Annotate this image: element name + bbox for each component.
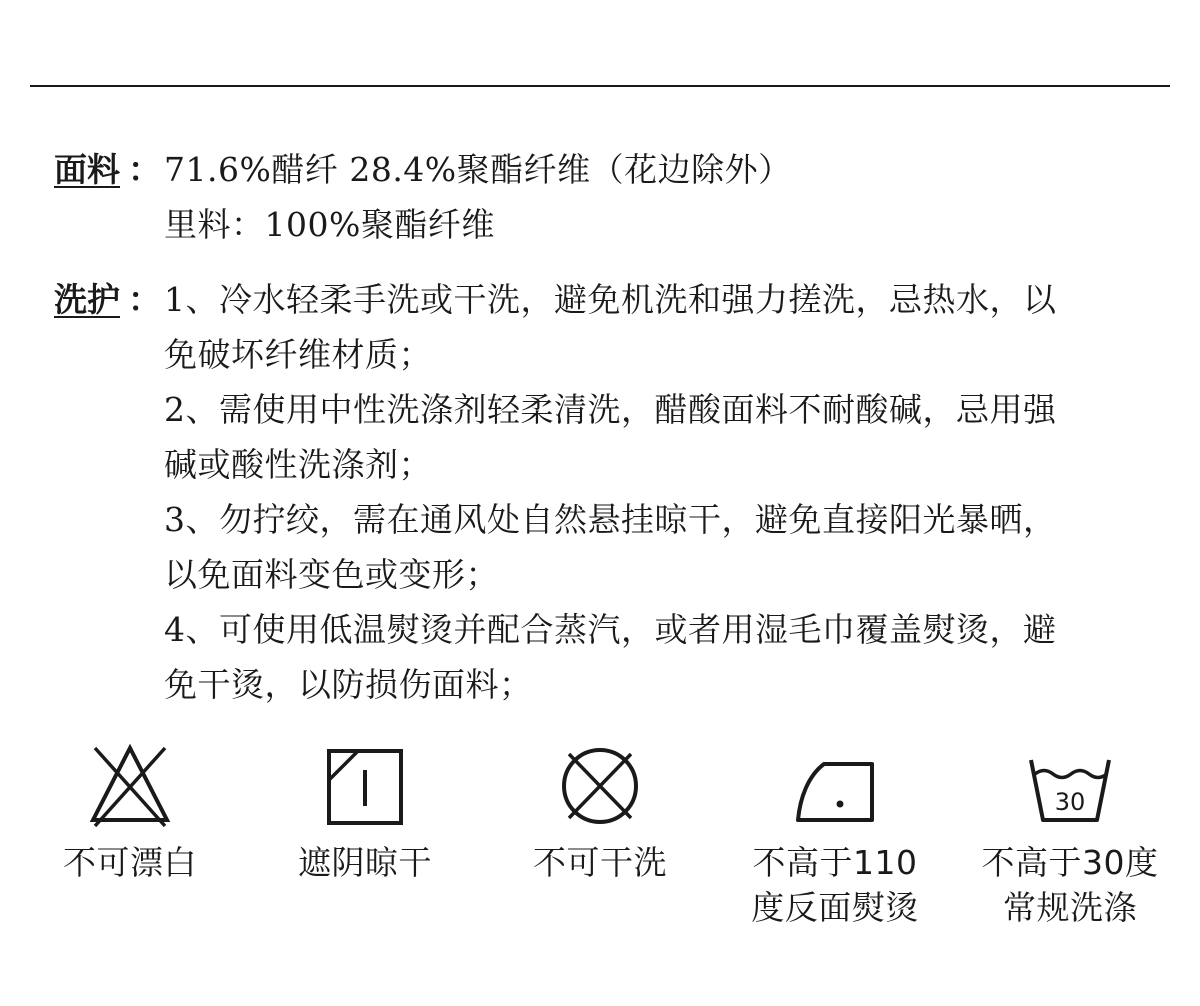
care-line: 3、勿拧绞，需在通风处自然悬挂晾干，避免直接阳光暴晒， — [164, 500, 1057, 539]
low-iron-icon — [790, 740, 880, 830]
no-bleach-icon — [85, 740, 175, 830]
care-symbol-caption: 不高于30度 常规洗涤 — [981, 843, 1159, 927]
top-divider — [30, 85, 1170, 87]
care-symbol-item — [485, 740, 715, 885]
care-line: 碱或酸性洗涤剂； — [164, 445, 432, 484]
wash-30-icon — [1025, 740, 1115, 830]
care-line: 4、可使用低温熨烫并配合蒸汽，或者用湿毛巾覆盖熨烫，避 — [164, 610, 1057, 649]
shade-dry-icon — [320, 740, 410, 830]
fabric-colon: ： — [128, 150, 161, 189]
care-symbols — [0, 740, 1200, 940]
fabric-line: 71.6%醋纤 28.4%聚酯纤维（花边除外） — [164, 150, 792, 189]
fabric-label: 面料 — [54, 150, 120, 189]
care-label: 洗护 — [54, 280, 120, 319]
care-symbol-caption: 不可漂白 — [63, 843, 197, 882]
care-symbol-item — [15, 740, 245, 885]
care-line: 免干烫，以防损伤面料； — [164, 665, 533, 704]
care-line: 免破坏纤维材质； — [164, 335, 432, 374]
care-symbol-caption: 遮阴晾干 — [298, 843, 432, 882]
care-line: 以免面料变色或变形； — [164, 555, 499, 594]
no-dry-clean-icon — [555, 740, 645, 830]
care-line: 2、需使用中性洗涤剂轻柔清洗，醋酸面料不耐酸碱，忌用强 — [164, 390, 1057, 429]
fabric-content — [164, 142, 1139, 252]
care-symbol-item — [720, 740, 950, 930]
care-symbol-caption: 不高于110 度反面熨烫 — [751, 843, 919, 927]
care-instructions — [164, 272, 1139, 712]
fabric-line: 里料：100%聚酯纤维 — [164, 205, 495, 244]
care-line: 1、冷水轻柔手洗或干洗，避免机洗和强力搓洗，忌热水，以 — [164, 280, 1057, 319]
wash-temperature: 30 — [1054, 788, 1086, 816]
care-symbol-item — [955, 740, 1185, 930]
care-symbol-item — [250, 740, 480, 885]
care-colon: ： — [128, 280, 161, 319]
care-symbol-caption: 不可干洗 — [533, 843, 667, 882]
